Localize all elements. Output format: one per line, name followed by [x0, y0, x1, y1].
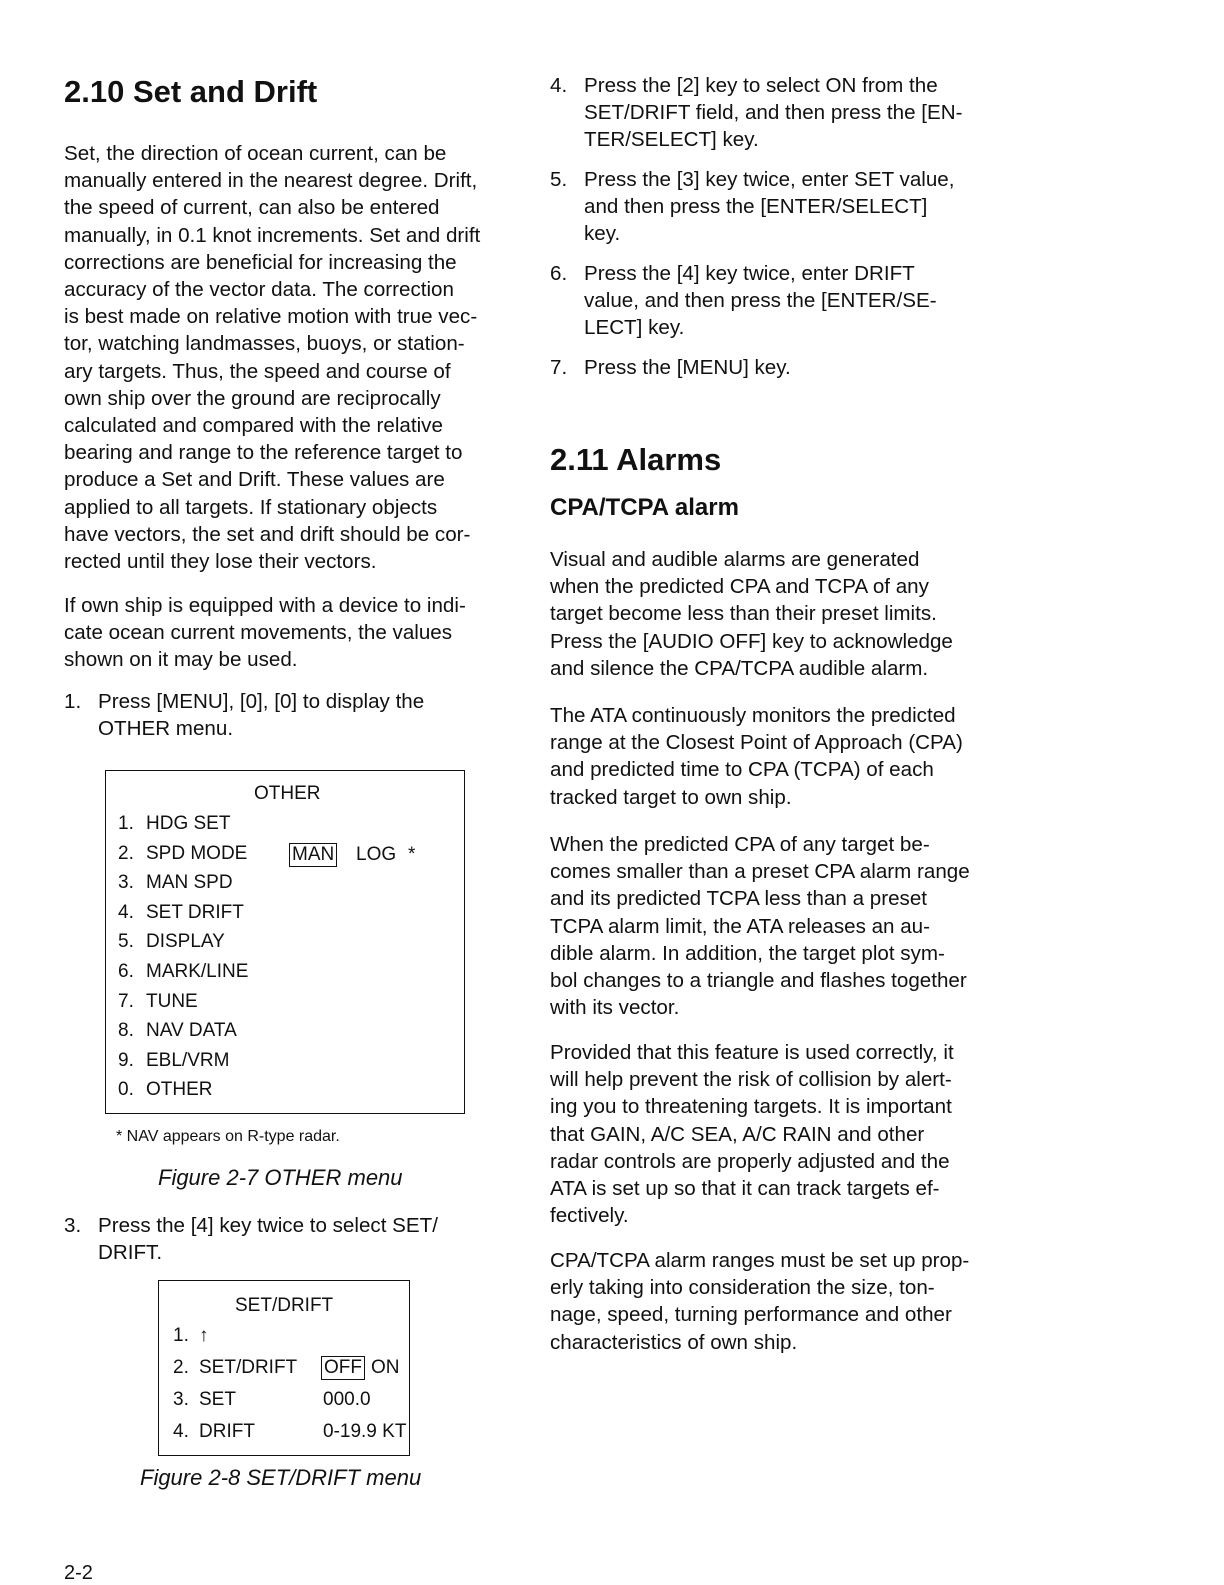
text-line: When the predicted CPA of any target be- — [550, 833, 930, 856]
text-line: manually entered in the nearest degree. Drift, — [64, 169, 478, 193]
text-line: bol changes to a triangle and flashes together — [550, 969, 967, 993]
text-line: Press the [3] key twice, enter SET value, — [584, 168, 955, 191]
text-line: and then press the [ENTER/SELECT] — [584, 195, 928, 219]
footnote: * NAV appears on R-type radar. — [116, 1128, 340, 1145]
text-line: Press the [2] key to select ON from the — [584, 74, 938, 97]
text-line: the speed of current, can also be entered — [64, 196, 440, 220]
menu-item-label: EBL/VRM — [146, 1049, 230, 1071]
spd-mode-selected-option: MAN — [289, 843, 337, 867]
text-line: TER/SELECT] key. — [584, 128, 759, 152]
alarm-paragraph — [550, 546, 992, 682]
text-line: Press the [4] key twice, enter DRIFT — [584, 262, 915, 285]
text-line: calculated and compared with the relative — [64, 414, 443, 438]
menu-item-number: 7. — [118, 990, 134, 1012]
setdrift-menu-title: SET/DRIFT — [235, 1295, 334, 1316]
text-line: tor, watching landmasses, buoys, or station- — [64, 332, 465, 356]
menu-item-number: 4. — [173, 1421, 189, 1442]
alarm-paragraph — [550, 1039, 992, 1229]
text-line: Set, the direction of ocean current, can be — [64, 142, 447, 165]
text-line: with its vector. — [550, 996, 680, 1020]
alarm-paragraph — [550, 702, 992, 811]
text-line: applied to all targets. If stationary objects — [64, 495, 438, 519]
step-text — [584, 166, 996, 248]
step-text — [98, 688, 506, 742]
menu-item-number: 1. — [173, 1325, 189, 1346]
step-text — [584, 260, 996, 342]
text-line: Visual and audible alarms are generated — [550, 548, 920, 571]
text-line: OTHER menu. — [98, 717, 234, 741]
text-line: comes smaller than a preset CPA alarm range — [550, 860, 970, 884]
text-line: characteristics of own ship. — [550, 1330, 798, 1354]
text-line: If own ship is equipped with a device to indi- — [64, 594, 466, 617]
menu-item-number: 3. — [173, 1389, 189, 1410]
menu-item-label: DISPLAY — [146, 931, 225, 953]
menu-item-number: 0. — [118, 1079, 134, 1101]
text-line: DRIFT. — [98, 1241, 163, 1265]
step-number: 5. — [550, 168, 568, 191]
text-line: dible alarm. In addition, the target plot sym- — [550, 941, 945, 965]
text-line: corrections are beneficial for increasing the — [64, 250, 457, 274]
text-line: range at the Closest Point of Approach (CPA) — [550, 731, 963, 755]
spd-mode-footnote-mark: * — [408, 844, 416, 865]
step-number: 3. — [64, 1214, 82, 1237]
step-number: 1. — [64, 690, 82, 713]
menu-item-value: 000.0 — [323, 1389, 371, 1410]
menu-item-value: 0-19.9 KT — [323, 1421, 407, 1442]
menu-item-label: SET DRIFT — [146, 901, 244, 923]
text-line: shown on it may be used. — [64, 648, 298, 672]
step-text — [98, 1212, 506, 1266]
text-line: The ATA continuously monitors the predicted — [550, 704, 956, 727]
step-5 — [550, 166, 996, 248]
text-line: and predicted time to CPA (TCPA) of each — [550, 758, 934, 782]
text-line: target become less than their preset limits. — [550, 602, 937, 626]
menu-item-label: NAV DATA — [146, 1020, 237, 1042]
text-line: key. — [584, 222, 621, 246]
text-line: TCPA alarm limit, the ATA releases an au- — [550, 914, 930, 938]
menu-item-label: SET/DRIFT — [199, 1357, 298, 1378]
step-number: 7. — [550, 356, 568, 379]
text-line: manually, in 0.1 knot increments. Set and drift — [64, 223, 481, 247]
text-line: Press the [AUDIO OFF] key to acknowledge — [550, 629, 953, 653]
text-line: Provided that this feature is used correctly, it — [550, 1041, 954, 1064]
text-line: CPA/TCPA alarm ranges must be set up prop- — [550, 1249, 970, 1272]
text-line: cate ocean current movements, the values — [64, 621, 453, 645]
setdrift-menu-box — [158, 1280, 410, 1456]
page-number: 2-2 — [64, 1562, 93, 1584]
step-4 — [550, 72, 996, 154]
text-line: bearing and range to the reference target to — [64, 441, 463, 465]
alarm-paragraph — [550, 831, 992, 1021]
text-line: value, and then press the [ENTER/SE- — [584, 289, 937, 313]
text-line: ing you to threatening targets. It is important — [550, 1095, 952, 1119]
menu-item-label: HDG SET — [146, 813, 231, 834]
menu-item-number: 3. — [118, 872, 134, 894]
text-line: and its predicted TCPA less than a preset — [550, 887, 928, 911]
text-line: Press [MENU], [0], [0] to display the — [98, 690, 425, 713]
step-text — [584, 354, 996, 381]
text-line: produce a Set and Drift. These values are — [64, 468, 445, 492]
text-line: LECT] key. — [584, 316, 685, 340]
subheading-cpa-tcpa: CPA/TCPA alarm — [550, 494, 739, 521]
step-1 — [64, 688, 506, 742]
menu-item-value: ON — [371, 1357, 400, 1378]
alarm-paragraph — [550, 1247, 992, 1356]
other-menu-box — [105, 770, 465, 1114]
text-line: SET/DRIFT field, and then press the [EN- — [584, 101, 963, 125]
text-line: Press the [MENU] key. — [584, 356, 791, 379]
text-line: erly taking into consideration the size, ton- — [550, 1276, 935, 1300]
menu-item-number: 5. — [118, 931, 134, 953]
text-line: rected until they lose their vectors. — [64, 550, 377, 574]
figure-2-8-caption: Figure 2-8 SET/DRIFT menu — [140, 1465, 422, 1490]
step-text — [584, 72, 996, 154]
text-line: Press the [4] key twice to select SET/ — [98, 1214, 438, 1237]
spd-mode-option: LOG — [356, 844, 397, 865]
text-line: and silence the CPA/TCPA audible alarm. — [550, 656, 929, 680]
step-7 — [550, 354, 996, 381]
text-line: ary targets. Thus, the speed and course of — [64, 359, 451, 383]
section-heading-alarms: 2.11 Alarms — [550, 442, 722, 477]
step-number: 4. — [550, 74, 568, 97]
menu-item-label: MAN SPD — [146, 872, 233, 894]
up-arrow-icon: ↑ — [199, 1325, 209, 1346]
menu-item-label: MARK/LINE — [146, 961, 249, 982]
text-line: is best made on relative motion with true vec- — [64, 305, 478, 329]
menu-item-number: 2. — [173, 1357, 189, 1378]
text-line: fectively. — [550, 1204, 629, 1228]
other-menu-title: OTHER — [254, 783, 321, 804]
menu-item-number: 4. — [118, 901, 134, 923]
text-line: accuracy of the vector data. The correction — [64, 278, 454, 302]
text-line: nage, speed, turning performance and other — [550, 1303, 952, 1327]
menu-item-label: DRIFT — [199, 1421, 255, 1442]
text-line: own ship over the ground are reciprocally — [64, 386, 441, 410]
menu-item-label: TUNE — [146, 990, 198, 1012]
text-line: have vectors, the set and drift should be cor- — [64, 522, 471, 546]
menu-item-number: 1. — [118, 813, 134, 834]
selected-option: OFF — [321, 1356, 365, 1380]
menu-item-number: 8. — [118, 1020, 134, 1042]
step-6 — [550, 260, 996, 342]
text-line: that GAIN, A/C SEA, A/C RAIN and other — [550, 1122, 925, 1146]
text-line: radar controls are properly adjusted and the — [550, 1149, 950, 1173]
menu-item-number: 6. — [118, 961, 134, 982]
set-drift-paragraph — [64, 140, 506, 575]
menu-item-number: 9. — [118, 1049, 134, 1071]
step-number: 6. — [550, 262, 568, 285]
text-line: tracked target to own ship. — [550, 785, 792, 809]
menu-item-label: SET — [199, 1389, 236, 1410]
text-line: will help prevent the risk of collision by alert- — [550, 1068, 952, 1092]
figure-2-7-caption: Figure 2-7 OTHER menu — [158, 1165, 403, 1190]
current-device-paragraph — [64, 592, 506, 674]
section-heading-set-drift: 2.10 Set and Drift — [64, 74, 318, 109]
menu-item-number: 2. — [118, 842, 134, 864]
text-line: ATA is set up so that it can track targets ef- — [550, 1177, 940, 1201]
menu-item-label: SPD MODE — [146, 842, 248, 864]
menu-item-label: OTHER — [146, 1079, 213, 1101]
step-3 — [64, 1212, 506, 1266]
text-line: when the predicted CPA and TCPA of any — [550, 575, 929, 599]
